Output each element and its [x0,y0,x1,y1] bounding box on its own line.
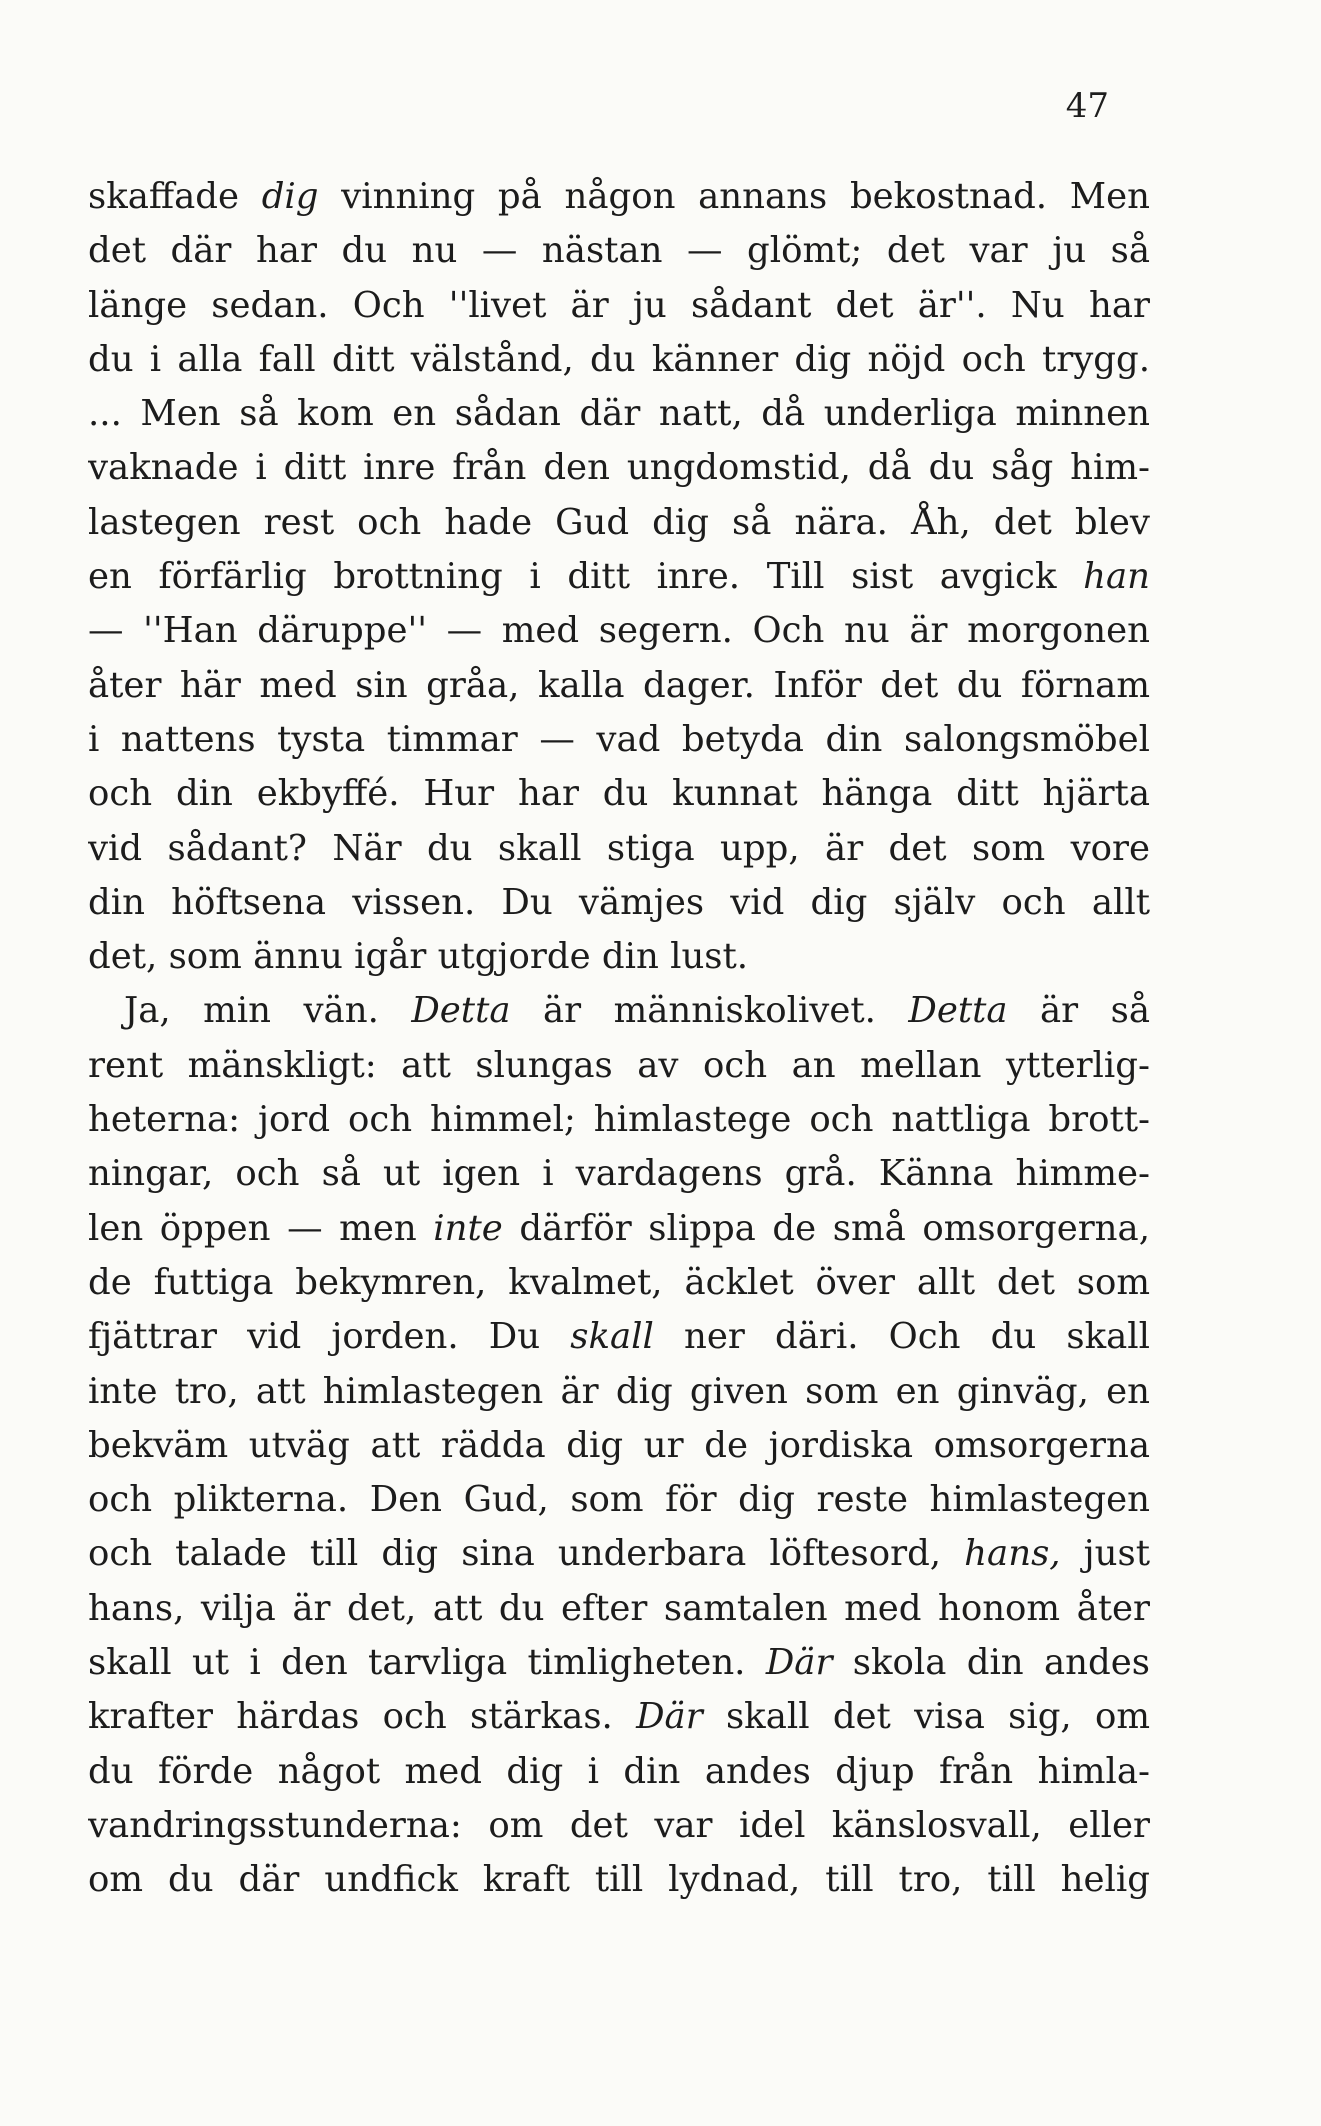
text-run: du förde något med dig i din andes djup från himla- [88,1750,1150,1792]
text-line [88,659,1150,713]
text-run: skola din andes [832,1642,1150,1684]
italic-text-run: Där [765,1642,833,1684]
italic-text-run: Där [636,1696,703,1738]
text-line [88,930,1150,984]
text-line [88,1690,1150,1744]
text-run: länge sedan. Och ''livet är ju sådant det är''. Nu har [88,284,1150,326]
text-run: åter här med sin gråa, kalla dager. Inför det du förnam [88,664,1150,706]
text-line [88,550,1150,604]
text-line [88,1853,1150,1907]
text-line [88,1310,1150,1364]
text-line [88,1147,1150,1201]
text-run: är så [1007,990,1150,1032]
italic-text-run: han [1083,556,1150,598]
text-line [88,713,1150,767]
text-run: len öppen — men [88,1207,434,1249]
text-run: och plikterna. Den Gud, som för dig reste himlastegen [88,1479,1150,1521]
text-run: därför slippa de små omsorgerna, [502,1207,1150,1249]
italic-text-run: skall [570,1316,654,1358]
italic-text-run: Detta [411,990,511,1032]
text-line [88,441,1150,495]
text-run: om du där undfick kraft till lydnad, till tro, till helig [88,1859,1150,1901]
text-run: det där har du nu — nästan — glömt; det var ju så [88,230,1150,272]
text-line [88,1636,1150,1690]
text-line [88,1202,1150,1256]
text-run: din höftsena vissen. Du vämjes vid dig själv och allt [88,881,1150,923]
text-line [88,1799,1150,1853]
text-run: skaffade [88,176,262,217]
italic-text-run: Detta [908,990,1008,1032]
text-run: inte tro, att himlastegen är dig given som en ginväg, en [88,1370,1150,1412]
text-run: just [1060,1533,1150,1575]
text-run: fjättrar vid jorden. Du [88,1316,571,1358]
text-run: vaknade i ditt inre från den ungdomstid, då du såg him- [88,447,1150,489]
text-line [88,170,1150,224]
page-number: 47 [1065,86,1109,126]
text-run: lastegen rest och hade Gud dig så nära. Åh, det blev [88,501,1150,543]
text-line [88,1527,1150,1581]
text-run: bekväm utväg att rädda dig ur de jordiska omsorgerna [88,1424,1150,1466]
text-run: — ''Han däruppe'' — med segern. Och nu är morgonen [88,610,1150,652]
text-line [88,1419,1150,1473]
text-run: du i alla fall ditt välstånd, du känner dig nöjd och trygg. [88,338,1150,380]
text-run: vandringsstunderna: om det var idel känslosvall, eller [88,1804,1150,1846]
italic-text-run: inte [433,1207,503,1249]
text-line [88,604,1150,658]
text-line [88,1473,1150,1527]
text-line [88,822,1150,876]
text-line [88,1745,1150,1799]
text-run: ner däri. Och du skall [653,1316,1150,1358]
text-line [88,1365,1150,1419]
italic-text-run: dig [261,176,319,217]
text-run: vid sådant? När du skall stiga upp, är det som vore [88,827,1150,869]
text-run: i nattens tysta timmar — vad betyda din salongsmöbel [88,718,1150,760]
text-run: och din ekbyffé. Hur har du kunnat hänga ditt hjärta [88,773,1150,815]
text-run: är människolivet. [510,990,909,1032]
text-run: de futtiga bekymren, kvalmet, äcklet över allt det som [88,1261,1150,1303]
text-line [88,387,1150,441]
italic-text-run: hans, [964,1533,1061,1575]
body-text [88,170,1150,1908]
text-line [88,1256,1150,1310]
text-line [88,279,1150,333]
text-run: ningar, och så ut igen i vardagens grå. Känna himme- [88,1153,1150,1195]
text-run: skall ut i den tarvliga timligheten. [88,1642,766,1684]
text-line [88,984,1150,1038]
text-line [88,1039,1150,1093]
text-run: rent mänskligt: att slungas av och an mellan ytterlig- [88,1044,1150,1086]
text-line [88,496,1150,550]
text-line [88,224,1150,278]
text-line [88,876,1150,930]
text-run: en förfärlig brottning i ditt inre. Till sist avgick [88,556,1084,598]
text-line [88,767,1150,821]
text-run: Ja, min vän. [124,990,412,1032]
text-run: skall det visa sig, om [702,1696,1150,1738]
text-line [88,333,1150,387]
text-run: det, som ännu igår utgjorde din lust. [88,936,749,978]
text-line [88,1582,1150,1636]
text-run: ... Men så kom en sådan där natt, då underliga minnen [88,393,1150,435]
text-run: och talade till dig sina underbara löftesord, [88,1533,965,1575]
text-run: heterna: jord och himmel; himlastege och nattliga brott- [88,1099,1150,1141]
text-run: vinning på någon annans bekostnad. Men [318,176,1150,217]
text-line [88,1093,1150,1147]
text-run: hans, vilja är det, att du efter samtalen med honom åter [88,1587,1150,1629]
text-run: krafter härdas och stärkas. [88,1696,637,1738]
